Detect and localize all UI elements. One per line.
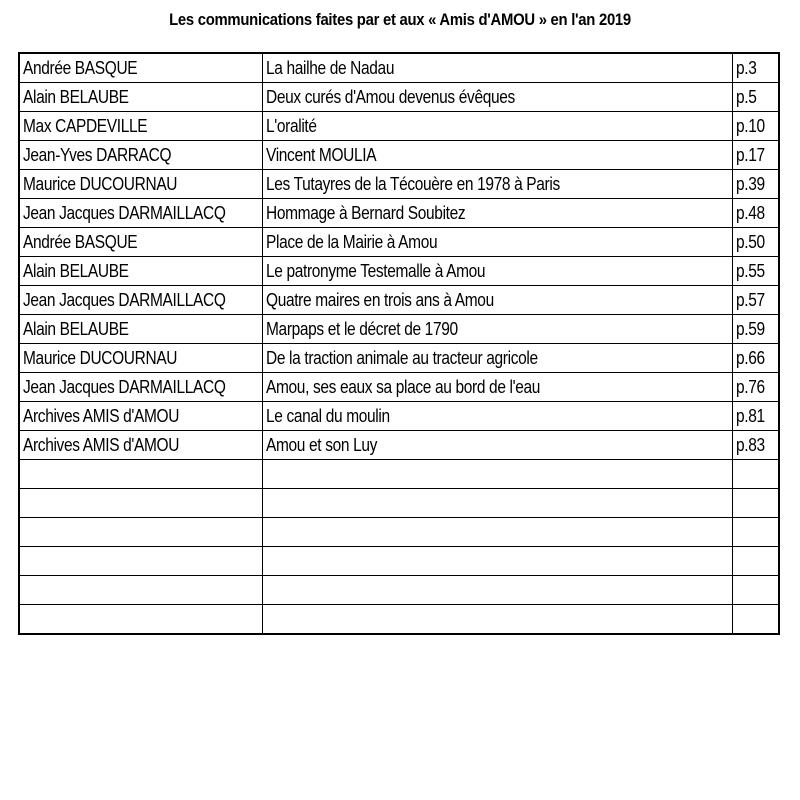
title-cell	[262, 518, 732, 547]
page-cell	[732, 460, 779, 489]
author-cell-text: Jean Jacques DARMAILLACQ	[23, 377, 226, 397]
author-cell	[19, 576, 262, 605]
author-cell	[19, 112, 262, 141]
page-cell	[732, 170, 779, 199]
title-cell-text: Vincent MOULIA	[265, 145, 376, 165]
title-cell-text: Hommage à Bernard Soubitez	[265, 203, 465, 223]
author-cell-text: Maurice DUCOURNAU	[23, 174, 178, 194]
author-cell-text: Alain BELAUBE	[23, 87, 129, 107]
title-cell-text: La hailhe de Nadau	[265, 58, 394, 78]
table-row	[19, 489, 779, 518]
author-cell	[19, 431, 262, 460]
table-row	[19, 199, 779, 228]
table-row	[19, 576, 779, 605]
author-cell	[19, 286, 262, 315]
title-cell	[262, 373, 732, 402]
title-cell	[262, 199, 732, 228]
table-row	[19, 518, 779, 547]
page-cell-text: p.66	[735, 348, 765, 368]
title-cell	[262, 112, 732, 141]
page-cell	[732, 489, 779, 518]
title-cell	[262, 344, 732, 373]
table-row	[19, 141, 779, 170]
author-cell	[19, 257, 262, 286]
author-cell-text: Jean-Yves DARRACQ	[23, 145, 172, 165]
author-cell	[19, 170, 262, 199]
page-cell	[732, 547, 779, 576]
page-cell-text: p.55	[735, 261, 765, 281]
page-cell-text: p.48	[735, 203, 765, 223]
table-row	[19, 315, 779, 344]
page-cell	[732, 402, 779, 431]
title-cell	[262, 228, 732, 257]
author-cell-text: Andrée BASQUE	[23, 232, 138, 252]
page-cell	[732, 431, 779, 460]
title-cell	[262, 576, 732, 605]
table-row	[19, 286, 779, 315]
page-cell	[732, 141, 779, 170]
page-cell	[732, 228, 779, 257]
page-cell	[732, 373, 779, 402]
title-cell-text: De la traction animale au tracteur agricole	[265, 348, 538, 368]
title-cell-text: Le canal du moulin	[265, 406, 390, 426]
title-cell	[262, 83, 732, 112]
author-cell-text: Archives AMIS d'AMOU	[23, 406, 180, 426]
author-cell-text: Archives AMIS d'AMOU	[23, 435, 180, 455]
author-cell	[19, 373, 262, 402]
page-cell-text: p.81	[735, 406, 765, 426]
title-cell	[262, 257, 732, 286]
author-cell	[19, 547, 262, 576]
page-cell	[732, 53, 779, 83]
title-cell-text: L'oralité	[265, 116, 317, 136]
table-row	[19, 373, 779, 402]
page-cell	[732, 83, 779, 112]
author-cell-text: Maurice DUCOURNAU	[23, 348, 178, 368]
page-cell-text: p.3	[735, 58, 756, 78]
table-row	[19, 112, 779, 141]
author-cell	[19, 402, 262, 431]
title-cell	[262, 141, 732, 170]
page-cell-text: p.50	[735, 232, 765, 252]
page-cell	[732, 605, 779, 635]
title-cell-text: Le patronyme Testemalle à Amou	[265, 261, 485, 281]
author-cell-text: Andrée BASQUE	[23, 58, 138, 78]
title-cell	[262, 53, 732, 83]
table-row	[19, 605, 779, 635]
author-cell-text: Alain BELAUBE	[23, 319, 129, 339]
table-row	[19, 83, 779, 112]
page-cell	[732, 576, 779, 605]
table-row	[19, 170, 779, 199]
author-cell	[19, 605, 262, 635]
author-cell-text: Alain BELAUBE	[23, 261, 129, 281]
author-cell-text: Jean Jacques DARMAILLACQ	[23, 290, 226, 310]
table-row	[19, 53, 779, 83]
title-cell-text: Marpaps et le décret de 1790	[265, 319, 458, 339]
author-cell	[19, 141, 262, 170]
author-cell-text: Jean Jacques DARMAILLACQ	[23, 203, 226, 223]
title-cell	[262, 315, 732, 344]
page-cell-text: p.17	[735, 145, 765, 165]
author-cell	[19, 315, 262, 344]
title-cell	[262, 170, 732, 199]
title-cell	[262, 402, 732, 431]
page-cell	[732, 286, 779, 315]
page-cell	[732, 112, 779, 141]
title-cell	[262, 547, 732, 576]
author-cell	[19, 460, 262, 489]
page-cell-text: p.76	[735, 377, 765, 397]
table-row	[19, 402, 779, 431]
author-cell	[19, 489, 262, 518]
title-cell-text: Amou, ses eaux sa place au bord de l'eau	[265, 377, 540, 397]
title-cell	[262, 605, 732, 635]
page-cell-text: p.39	[735, 174, 765, 194]
title-cell-text: Place de la Mairie à Amou	[265, 232, 437, 252]
page-cell-text: p.10	[735, 116, 765, 136]
author-cell	[19, 83, 262, 112]
table-row	[19, 460, 779, 489]
title-cell	[262, 489, 732, 518]
table-row	[19, 344, 779, 373]
table-row	[19, 547, 779, 576]
page-cell-text: p.59	[735, 319, 765, 339]
table-row	[19, 257, 779, 286]
page-cell-text: p.5	[735, 87, 756, 107]
page-cell	[732, 344, 779, 373]
title-cell	[262, 431, 732, 460]
title-cell-text: Deux curés d'Amou devenus évêques	[265, 87, 515, 107]
page-cell-text: p.57	[735, 290, 765, 310]
author-cell	[19, 518, 262, 547]
author-cell-text: Max CAPDEVILLE	[23, 116, 148, 136]
title-cell	[262, 460, 732, 489]
page-cell-text: p.83	[735, 435, 765, 455]
page-cell	[732, 257, 779, 286]
author-cell	[19, 199, 262, 228]
table-body	[19, 53, 779, 634]
table-row	[19, 431, 779, 460]
author-cell	[19, 344, 262, 373]
page-cell	[732, 315, 779, 344]
title-cell-text: Quatre maires en trois ans à Amou	[265, 290, 494, 310]
author-cell	[19, 228, 262, 257]
page-title: Les communications faites par et aux « Amis d'AMOU » en l'an 2019	[169, 11, 631, 29]
author-cell	[19, 53, 262, 83]
page-cell	[732, 518, 779, 547]
title-cell-text: Les Tutayres de la Técouère en 1978 à Paris	[265, 174, 560, 194]
communications-table	[18, 52, 780, 635]
page-cell	[732, 199, 779, 228]
title-cell	[262, 286, 732, 315]
table-row	[19, 228, 779, 257]
title-cell-text: Amou et son Luy	[265, 435, 377, 455]
communications-table-wrapper	[18, 52, 778, 635]
